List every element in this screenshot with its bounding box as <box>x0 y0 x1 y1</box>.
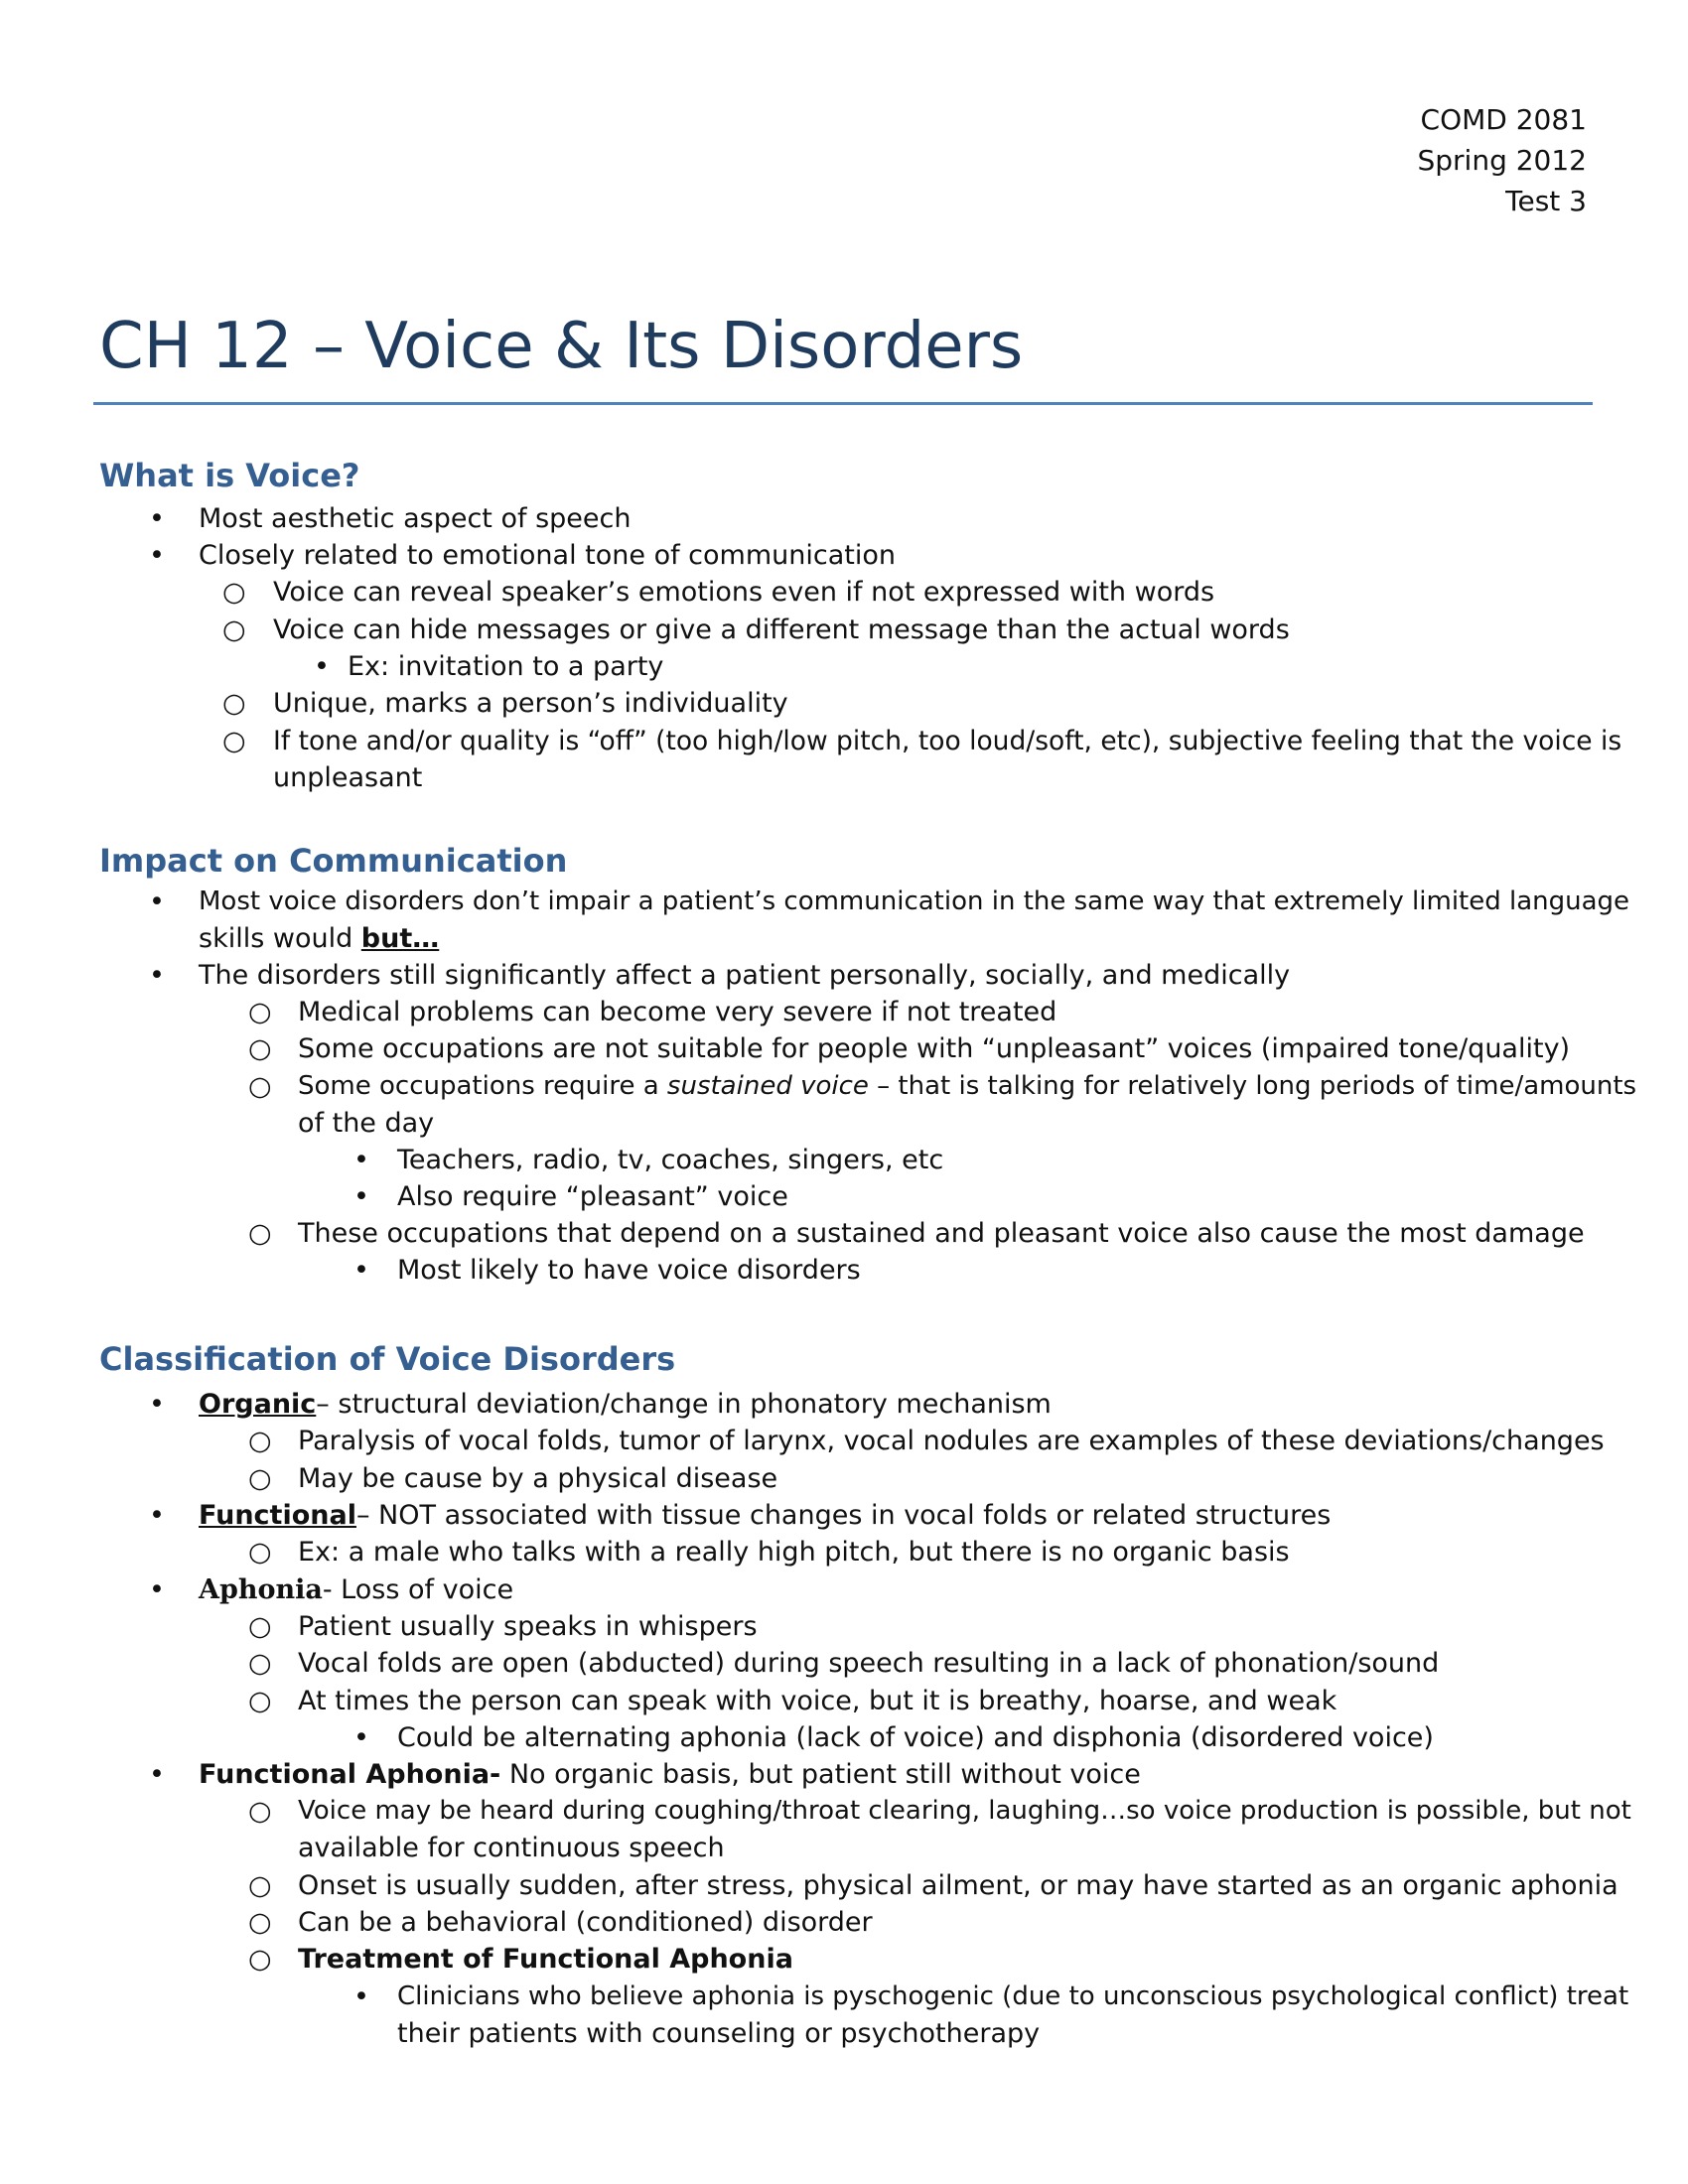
hollow-bullet-icon: ○ <box>248 1033 272 1064</box>
list-item: Most likely to have voice disorders <box>397 1255 861 1286</box>
text-fragment: – NOT associated with tissue changes in vocal folds or related structures <box>355 1500 1332 1531</box>
list-item: Ex: a male who talks with a really high pitch, but there is no organic basis <box>298 1537 1290 1568</box>
bullet-icon: • <box>149 1759 165 1790</box>
bullet-icon: • <box>353 1722 369 1753</box>
list-item: Most aesthetic aspect of speech <box>199 503 632 534</box>
list-item: Also require “pleasant” voice <box>397 1181 788 1212</box>
hollow-bullet-icon: ○ <box>248 1218 272 1249</box>
bullet-icon: • <box>314 651 330 682</box>
text-fragment: No organic basis, but patient still without voice <box>500 1759 1141 1790</box>
list-item: Voice may be heard during coughing/throat clearing, laughing…so voice production is possible, but not <box>298 1796 1631 1826</box>
emphasis-but: but… <box>360 923 440 954</box>
bullet-icon: • <box>353 1181 369 1212</box>
list-item: Onset is usually sudden, after stress, physical ailment, or may have started as an organic aphonia <box>298 1870 1618 1901</box>
bullet-icon: • <box>149 1574 165 1605</box>
list-item: Clinicians who believe aphonia is pyschogenic (due to unconscious psychological conflict) treat <box>397 1981 1629 2011</box>
hollow-bullet-icon: ○ <box>248 1907 272 1938</box>
list-item: Some occupations are not suitable for people with “unpleasant” voices (impaired tone/quality) <box>298 1033 1571 1064</box>
list-item: Ex: invitation to a party <box>348 651 664 682</box>
term-organic: Organic <box>199 1389 317 1420</box>
list-item: Vocal folds are open (abducted) during speech resulting in a lack of phonation/sound <box>298 1648 1440 1679</box>
list-item: Voice can reveal speaker’s emotions even if not expressed with words <box>273 577 1215 608</box>
text-fragment: - Loss of voice <box>322 1574 514 1605</box>
bullet-icon: • <box>149 503 165 534</box>
hollow-bullet-icon: ○ <box>222 688 246 719</box>
list-item: Teachers, radio, tv, coaches, singers, etc <box>397 1145 944 1175</box>
list-item: Voice can hide messages or give a different message than the actual words <box>273 614 1290 645</box>
list-item <box>298 1068 1636 1105</box>
hollow-bullet-icon: ○ <box>222 614 246 645</box>
section-heading-impact: Impact on Communication <box>99 842 568 880</box>
hollow-bullet-icon: ○ <box>248 1611 272 1642</box>
list-item-continuation: available for continuous speech <box>298 1833 725 1863</box>
list-item <box>199 1756 1141 1793</box>
test-label: Test 3 <box>1505 185 1587 217</box>
list-item-treatment: Treatment of Functional Aphonia <box>298 1944 793 1975</box>
term-functional: Functional <box>199 1500 356 1531</box>
list-item: Closely related to emotional tone of communication <box>199 540 896 571</box>
hollow-bullet-icon: ○ <box>248 1463 272 1494</box>
list-item: Unique, marks a person’s individuality <box>273 688 788 719</box>
list-item: Could be alternating aphonia (lack of voice) and disphonia (disordered voice) <box>397 1722 1434 1753</box>
emphasis-sustained-voice: sustained voice <box>666 1071 869 1101</box>
title-divider <box>93 402 1593 405</box>
list-item: Most voice disorders don’t impair a patient’s communication in the same way that extremely limited language <box>199 887 1630 916</box>
list-item-continuation: of the day <box>298 1108 435 1139</box>
term-aphonia: Aphonia <box>199 1574 323 1605</box>
text-fragment: skills would <box>199 923 361 954</box>
bullet-icon: • <box>149 887 165 917</box>
list-item: Paralysis of vocal folds, tumor of larynx, vocal nodules are examples of these deviations/changes <box>298 1426 1605 1456</box>
hollow-bullet-icon: ○ <box>222 577 246 608</box>
course-header <box>1417 99 1587 221</box>
hollow-bullet-icon: ○ <box>248 1426 272 1456</box>
hollow-bullet-icon: ○ <box>248 1944 272 1975</box>
hollow-bullet-icon: ○ <box>248 1686 272 1716</box>
list-item <box>199 1497 1331 1534</box>
term-functional-aphonia: Functional Aphonia- <box>199 1759 501 1790</box>
section-heading-what-is-voice: What is Voice? <box>99 457 360 494</box>
list-item <box>199 1386 1052 1423</box>
bullet-icon: • <box>149 1500 165 1531</box>
bullet-icon: • <box>353 1981 369 2012</box>
bullet-icon: • <box>149 1389 165 1420</box>
list-item: Can be a behavioral (conditioned) disorder <box>298 1907 873 1938</box>
bullet-icon: • <box>353 1145 369 1175</box>
list-item: Patient usually speaks in whispers <box>298 1611 758 1642</box>
bullet-icon: • <box>149 540 165 571</box>
hollow-bullet-icon: ○ <box>248 1648 272 1679</box>
list-item <box>199 1571 513 1608</box>
hollow-bullet-icon: ○ <box>248 997 272 1027</box>
text-fragment: Some occupations require a <box>298 1071 667 1101</box>
list-item-continuation: unpleasant <box>273 762 423 793</box>
text-fragment: – structural deviation/change in phonatory mechanism <box>316 1389 1052 1420</box>
hollow-bullet-icon: ○ <box>248 1796 272 1827</box>
hollow-bullet-icon: ○ <box>248 1071 272 1102</box>
bullet-icon: • <box>353 1255 369 1286</box>
list-item: If tone and/or quality is “off” (too high/low pitch, too loud/soft, etc), subjective feeling that the voice is <box>273 726 1622 756</box>
list-item: May be cause by a physical disease <box>298 1463 778 1494</box>
list-item: These occupations that depend on a sustained and pleasant voice also cause the most damage <box>298 1218 1585 1249</box>
list-item-continuation: their patients with counseling or psychotherapy <box>397 2018 1041 2049</box>
hollow-bullet-icon: ○ <box>222 726 246 756</box>
list-item-continuation <box>199 920 439 957</box>
course-term: Spring 2012 <box>1417 144 1587 177</box>
course-code: COMD 2081 <box>1420 103 1587 136</box>
list-item: Medical problems can become very severe if not treated <box>298 997 1057 1027</box>
hollow-bullet-icon: ○ <box>248 1870 272 1901</box>
list-item: The disorders still significantly affect a patient personally, socially, and medically <box>199 960 1291 991</box>
bullet-icon: • <box>149 960 165 991</box>
section-heading-classification: Classification of Voice Disorders <box>99 1340 676 1378</box>
hollow-bullet-icon: ○ <box>248 1537 272 1568</box>
list-item: At times the person can speak with voice, but it is breathy, hoarse, and weak <box>298 1686 1337 1716</box>
text-fragment: – that is talking for relatively long periods of time/amounts <box>868 1071 1637 1101</box>
page-title: CH 12 – Voice & Its Disorders <box>99 310 1024 383</box>
